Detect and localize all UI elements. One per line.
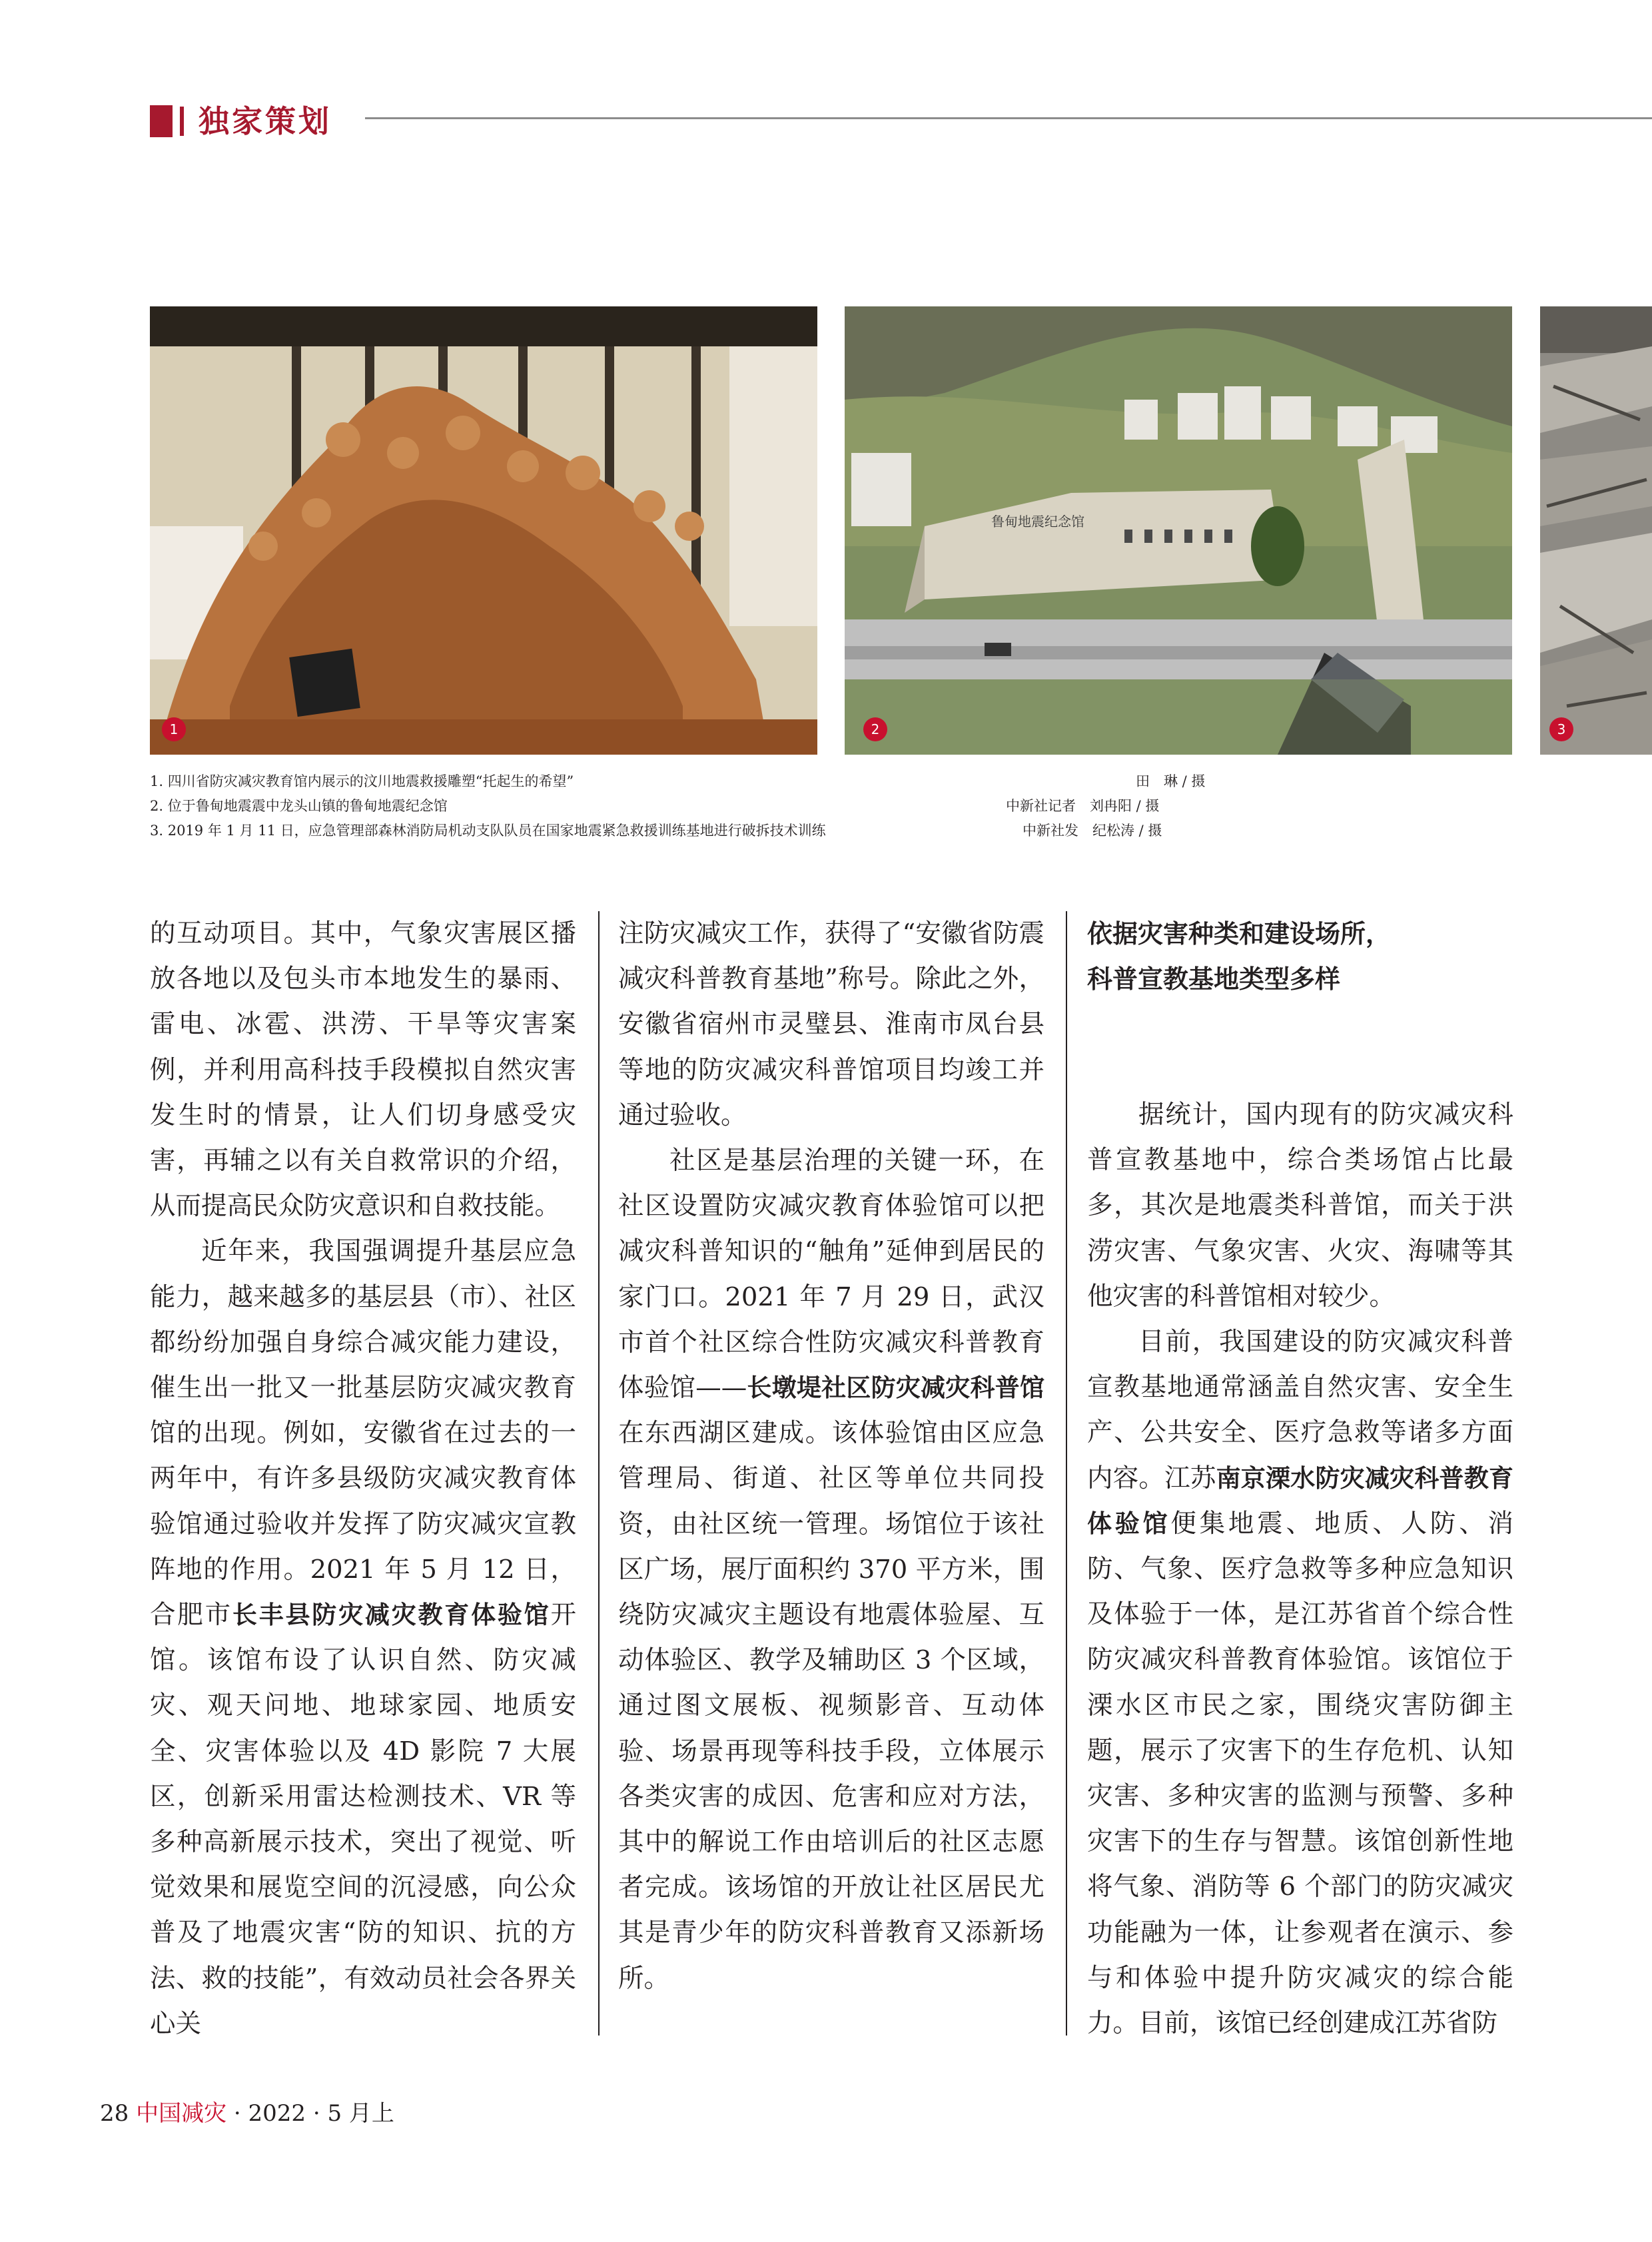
column-divider	[598, 911, 600, 2036]
magazine-name: 中国减灾	[136, 2100, 227, 2127]
caption-text: 2. 位于鲁甸地震震中龙头山镇的鲁甸地震纪念馆	[150, 798, 448, 814]
caption-credit: 田 琳 / 摄	[1136, 773, 1206, 789]
highlight-venue-changfeng: 长丰县防灾减灾教育体验馆	[232, 1601, 551, 1630]
photo-number-badge: 1	[162, 717, 186, 741]
rubble-image	[1540, 306, 1652, 755]
paragraph-text: 便集地震、地质、人防、消防、气象、医疗急救等多种应急知识及体验于一体，是江苏省首个综合性防灾减灾科普教育体验馆。该馆位于溧水区市民之家，围绕灾害防御主题，展示了灾害下的生存危机、认知灾害、多种灾害的监测与预警、多种灾害下的生存与智慧。该馆创新性地将气象、消防等 6 个部门的防灾减灾功能融为一体，让参观者在演示、参与和体验中提升防灾减灾的综合能力。目前，该馆已经创建成江苏省防	[1087, 1508, 1513, 2039]
highlight-venue-lishui: 南京溧水防灾减灾科普教育体验馆	[1087, 1463, 1513, 1538]
paragraph: 的互动项目。其中，气象灾害展区播放各地以及包头市本地发生的暴雨、雷电、冰雹、洪涝、干旱等灾害案例，并利用高科技手段模拟自然灾害发生时的情景，让人们切身感受灾害，再辅之以有关自救常识的介绍，从而提高民众防灾意识和自救技能。	[150, 919, 576, 1222]
article-column-1	[150, 911, 576, 2047]
caption-credit: 中新社发 纪松涛 / 摄	[1023, 823, 1162, 839]
caption-3	[150, 821, 1162, 841]
paragraph	[618, 1138, 1044, 2002]
issue-date: · 2022 · 5 月上	[233, 2100, 394, 2127]
section-marker-block	[150, 105, 173, 137]
paragraph-text: 开馆。该馆布设了认识自然、防灾减灾、观天问地、地球家园、地质安全、灾害体验以及 4D 影院 7 大展区，创新采用雷达检测技术、VR 等多种高新展示技术，突出了视觉、听觉效果和展览空间的沉浸感，向公众普及了地震灾害“防的知识、抗的方法、救的技能”，有效动员社会各界关心关	[150, 1600, 576, 2039]
sculpture-image	[150, 306, 817, 755]
section-title: 独家策划	[199, 103, 332, 139]
page-footer	[100, 2098, 394, 2129]
caption-credit: 中新社记者 刘冉阳 / 摄	[1006, 798, 1160, 814]
photo-sculpture	[150, 306, 817, 755]
subheading-line: 科普宣教基地类型多样	[1087, 964, 1341, 994]
caption-text: 1. 四川省防灾减灾教育馆内展示的汶川地震救援雕塑“托起生的希望”	[150, 773, 574, 789]
paragraph-text: 近年来，我国强调提升基层应急能力，越来越多的基层县（市）、社区都纷纷加强自身综合减灾能力建设，催生出一批又一批基层防灾减灾教育馆的出现。例如，安徽省在过去的一两年中，有许多县级防灾减灾教育体验馆通过验收并发挥了防灾减灾宣教阵地的作用。2021 年 5 月 12 日，合肥市	[150, 1236, 576, 1631]
section-marker-bar	[180, 107, 184, 136]
paragraph-text: 社区是基层治理的关键一环，在社区设置防灾减灾教育体验馆可以把减灾科普知识的“触角”延伸到居民的家门口。2021 年 7 月 29 日，武汉市首个社区综合性防灾减灾科普教育体验馆——	[618, 1146, 1044, 1403]
memorial-sign: 鲁甸地震纪念馆	[991, 514, 1084, 530]
column-divider	[1066, 911, 1067, 2036]
header-rule	[365, 117, 1652, 119]
photo-number-badge: 3	[1549, 717, 1573, 741]
photo-rescue-training	[1540, 306, 1652, 755]
paragraph-text: 目前，我国建设的防灾减灾科普宣教基地通常涵盖自然灾害、安全生产、公共安全、医疗急救等诸多方面内容。江苏	[1087, 1327, 1513, 1493]
caption-text: 3. 2019 年 1 月 11 日，应急管理部森林消防局机动支队队员在国家地震紧急救援训练基地进行破拆技术训练	[150, 823, 826, 839]
paragraph	[1087, 1319, 1513, 2046]
memorial-image	[845, 306, 1512, 755]
subheading-line: 依据灾害种类和建设场所，	[1087, 919, 1392, 948]
caption-1	[150, 771, 1206, 791]
caption-2	[150, 796, 1160, 816]
page-number: 28	[100, 2100, 129, 2127]
paragraph	[150, 1229, 576, 2047]
section-subheading	[1087, 911, 1513, 1002]
highlight-venue-changdunti: 长墩堤社区防灾减灾科普馆	[747, 1373, 1044, 1403]
paragraph: 注防灾减灾工作，获得了“安徽省防震减灾科普教育基地”称号。除此之外，安徽省宿州市灵璧县、淮南市凤台县等地的防灾减灾科普馆项目均竣工并通过验收。	[618, 919, 1044, 1130]
paragraph-text: 在东西湖区建成。该体验馆由区应急管理局、街道、社区等单位共同投资，由社区统一管理。场馆位于该社区广场，展厅面积约 370 平方米，围绕防灾减灾主题设有地震体验屋、互动体验区、教学及辅助区 3 个区域，通过图文展板、视频影音、互动体验、场景再现等科技手段，立体展示各类灾害的成因、危害和应对方法，其中的解说工作由培训后的社区志愿者完成。该场馆的开放让社区居民尤其是青少年的防灾科普教育又添新场所。	[618, 1418, 1044, 1994]
photo-number-badge: 2	[863, 717, 887, 741]
paragraph: 据统计，国内现有的防灾减灾科普宣教基地中，综合类场馆占比最多，其次是地震类科普馆，而关于洪涝灾害、气象灾害、火灾、海啸等其他灾害的科普馆相对较少。	[1087, 1100, 1513, 1311]
article-column-2	[618, 911, 1044, 2002]
photo-memorial	[845, 306, 1512, 755]
article-column-3	[1087, 911, 1513, 2046]
